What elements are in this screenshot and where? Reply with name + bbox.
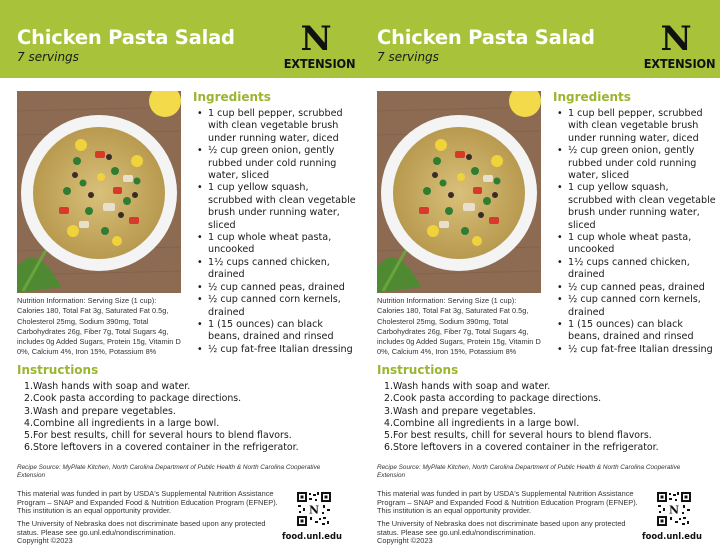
ingredient-text: ½ cup canned corn kernels, drained [568, 294, 701, 318]
ingredient-item [556, 257, 716, 282]
bullet-icon: • [197, 108, 203, 119]
ingredient-item [556, 319, 716, 344]
ingredients-list [196, 108, 356, 356]
bullet-icon: • [557, 294, 563, 306]
instructions-heading: Instructions [17, 363, 99, 377]
instruction-step: 1.Wash hands with soap and water. [24, 381, 191, 392]
instruction-step: 3.Wash and prepare vegetables. [384, 405, 536, 417]
recipe-source: Recipe Source: MyPlate Kitchen, North Carolina Department of Public Health & North Carolina Cooperative Extension [17, 464, 321, 480]
qr-code-icon[interactable] [296, 491, 332, 527]
ingredient-item [556, 145, 716, 182]
bullet-icon: • [557, 256, 563, 268]
nutrition-info: Nutrition Information: Serving Size (1 cup): Calories 180, Total Fat 3g, Saturated Fat 0.5g, Cholesterol 25mg, Sodium 390mg, Total Carbohydrates 26g, Fiber 7g, Total Sugars 4g, includes 0g Added Sugars, Protein 15g, Vitamin D 0%, Calcium 4%, Iron 15%, Potassium 8% [377, 296, 541, 357]
title-banner [360, 0, 720, 78]
bullet-icon: • [557, 145, 563, 157]
svg-text:N: N [668, 503, 680, 517]
pasta-salad-bowl-icon [17, 91, 181, 293]
nebraska-extension-logo [642, 19, 716, 72]
copyright-text: Copyright ©2023 [377, 536, 433, 546]
logo-letter: N [660, 19, 692, 59]
instruction-step: 4.Combine all ingredients in a large bowl. [24, 417, 220, 429]
ingredient-text: 1 (15 ounces) can black beans, drained and rinsed [568, 318, 694, 343]
bullet-icon: • [197, 294, 203, 306]
ingredient-text: ½ cup fat-free Italian dressing [208, 343, 353, 355]
instruction-step: 5.For best results, chill for several hours to blend flavors. [384, 430, 652, 442]
ingredient-text: ½ cup canned peas, drained [208, 281, 345, 293]
instruction-step: 2.Cook pasta according to package directions. [24, 393, 242, 405]
ingredient-text: 1 cup whole wheat pasta, uncooked [568, 232, 692, 256]
ingredient-item [556, 232, 716, 257]
ingredients-heading: Ingredients [193, 90, 271, 104]
recipe-title: Chicken Pasta Salad [377, 26, 595, 49]
servings-text: 7 servings [377, 50, 439, 64]
bullet-icon: • [197, 145, 203, 157]
bullet-icon: • [557, 232, 563, 244]
instruction-step: 5.For best results, chill for several hours to blend flavors. [24, 430, 292, 442]
ingredient-item [196, 282, 356, 294]
nondiscrimination-statement [17, 520, 279, 546]
nondiscrimination-text: The University of Nebraska does not discriminate based upon any protected status. Please see go.unl.edu/nondiscrimination. [377, 519, 626, 537]
instruction-step: 1.Wash hands with soap and water. [384, 381, 551, 392]
ingredient-text: ½ cup canned corn kernels, drained [208, 294, 341, 318]
instruction-step: 6.Store leftovers in a covered container in the refrigerator. [24, 442, 299, 454]
ingredient-text: 1 cup whole wheat pasta, uncooked [208, 232, 332, 256]
ingredient-item [556, 294, 716, 319]
nondiscrimination-statement [377, 520, 639, 546]
instructions-heading: Instructions [377, 363, 459, 377]
ingredient-text: 1 (15 ounces) can black beans, drained and rinsed [208, 318, 334, 343]
ingredient-text: 1 cup bell pepper, scrubbed with clean vegetable brush under running water, diced [568, 108, 703, 144]
website-link[interactable]: food.unl.edu [282, 531, 342, 541]
nebraska-extension-logo [282, 19, 356, 72]
bullet-icon: • [557, 281, 563, 293]
instructions-list [384, 381, 714, 455]
ingredient-item [556, 344, 716, 356]
ingredient-text: ½ cup green onion, gently rubbed under cold running water, sliced [208, 145, 337, 182]
recipe-card-right [360, 0, 720, 556]
funding-statement: This material was funded in part by USDA's Supplemental Nutrition Assistance Program – SNAP and Expanded Food & Nutrition Education Program (EFNEP). This institution is an equal opportunity provider. [17, 489, 278, 516]
bullet-icon: • [197, 281, 203, 293]
pasta-salad-bowl-icon [377, 91, 541, 293]
ingredient-item [556, 108, 716, 145]
bullet-icon: • [197, 318, 203, 330]
ingredient-item [196, 108, 356, 145]
website-link[interactable]: food.unl.edu [642, 531, 702, 541]
bullet-icon: • [197, 256, 203, 268]
ingredient-item [196, 257, 356, 282]
instruction-step: 2.Cook pasta according to package directions. [384, 393, 602, 405]
logo-letter: N [300, 19, 332, 59]
instructions-list [24, 381, 354, 455]
logo-wordmark: EXTENSION [643, 57, 716, 71]
nondiscrimination-text: The University of Nebraska does not discriminate based upon any protected status. Please see go.unl.edu/nondiscrimination. [17, 519, 266, 537]
ingredient-item [556, 282, 716, 294]
ingredient-item [196, 344, 356, 356]
ingredient-item [556, 182, 716, 232]
funding-statement: This material was funded in part by USDA's Supplemental Nutrition Assistance Program – SNAP and Expanded Food & Nutrition Education Program (EFNEP). This institution is an equal opportunity provider. [377, 489, 638, 516]
ingredient-item [196, 182, 356, 232]
ingredient-item [196, 294, 356, 319]
instruction-step: 4.Combine all ingredients in a large bowl. [384, 417, 580, 429]
ingredient-text: ½ cup fat-free Italian dressing [568, 343, 713, 355]
bullet-icon: • [557, 343, 563, 355]
ingredient-text: 1 cup yellow squash, scrubbed with clean vegetable brush under running water, sliced [568, 182, 716, 231]
ingredient-text: 1 cup yellow squash, scrubbed with clean vegetable brush under running water, sliced [208, 182, 356, 231]
ingredients-list [556, 108, 716, 356]
copyright-text: Copyright ©2023 [17, 536, 73, 546]
ingredients-heading: Ingredients [553, 90, 631, 104]
instruction-step: 3.Wash and prepare vegetables. [24, 405, 176, 417]
ingredient-item [196, 232, 356, 257]
bullet-icon: • [197, 182, 203, 194]
title-banner [0, 0, 360, 78]
bullet-icon: • [557, 182, 563, 194]
ingredient-item [196, 319, 356, 344]
ingredient-text: 1½ cups canned chicken, drained [208, 256, 330, 281]
instruction-step: 6.Store leftovers in a covered container in the refrigerator. [384, 442, 659, 454]
bullet-icon: • [557, 318, 563, 330]
qr-code-icon[interactable] [656, 491, 692, 527]
ingredient-item [196, 145, 356, 182]
bullet-icon: • [557, 108, 563, 119]
ingredient-text: ½ cup green onion, gently rubbed under cold running water, sliced [568, 145, 697, 182]
nutrition-info: Nutrition Information: Serving Size (1 cup): Calories 180, Total Fat 3g, Saturated Fat 0.5g, Cholesterol 25mg, Sodium 390mg, Total Carbohydrates 26g, Fiber 7g, Total Sugars 4g, includes 0g Added Sugars, Protein 15g, Vitamin D 0%, Calcium 4%, Iron 15%, Potassium 8% [17, 296, 181, 357]
svg-text:N: N [308, 503, 320, 517]
ingredient-text: 1 cup bell pepper, scrubbed with clean vegetable brush under running water, diced [208, 108, 343, 144]
bullet-icon: • [197, 232, 203, 244]
logo-wordmark: EXTENSION [283, 57, 356, 71]
pasta-salad-photo [17, 91, 181, 293]
ingredient-text: 1½ cups canned chicken, drained [568, 256, 690, 281]
servings-text: 7 servings [17, 50, 79, 64]
recipe-title: Chicken Pasta Salad [17, 26, 235, 49]
ingredient-text: ½ cup canned peas, drained [568, 281, 705, 293]
bullet-icon: • [197, 343, 203, 355]
pasta-salad-photo [377, 91, 541, 293]
recipe-source: Recipe Source: MyPlate Kitchen, North Carolina Department of Public Health & North Carolina Cooperative Extension [377, 464, 681, 480]
